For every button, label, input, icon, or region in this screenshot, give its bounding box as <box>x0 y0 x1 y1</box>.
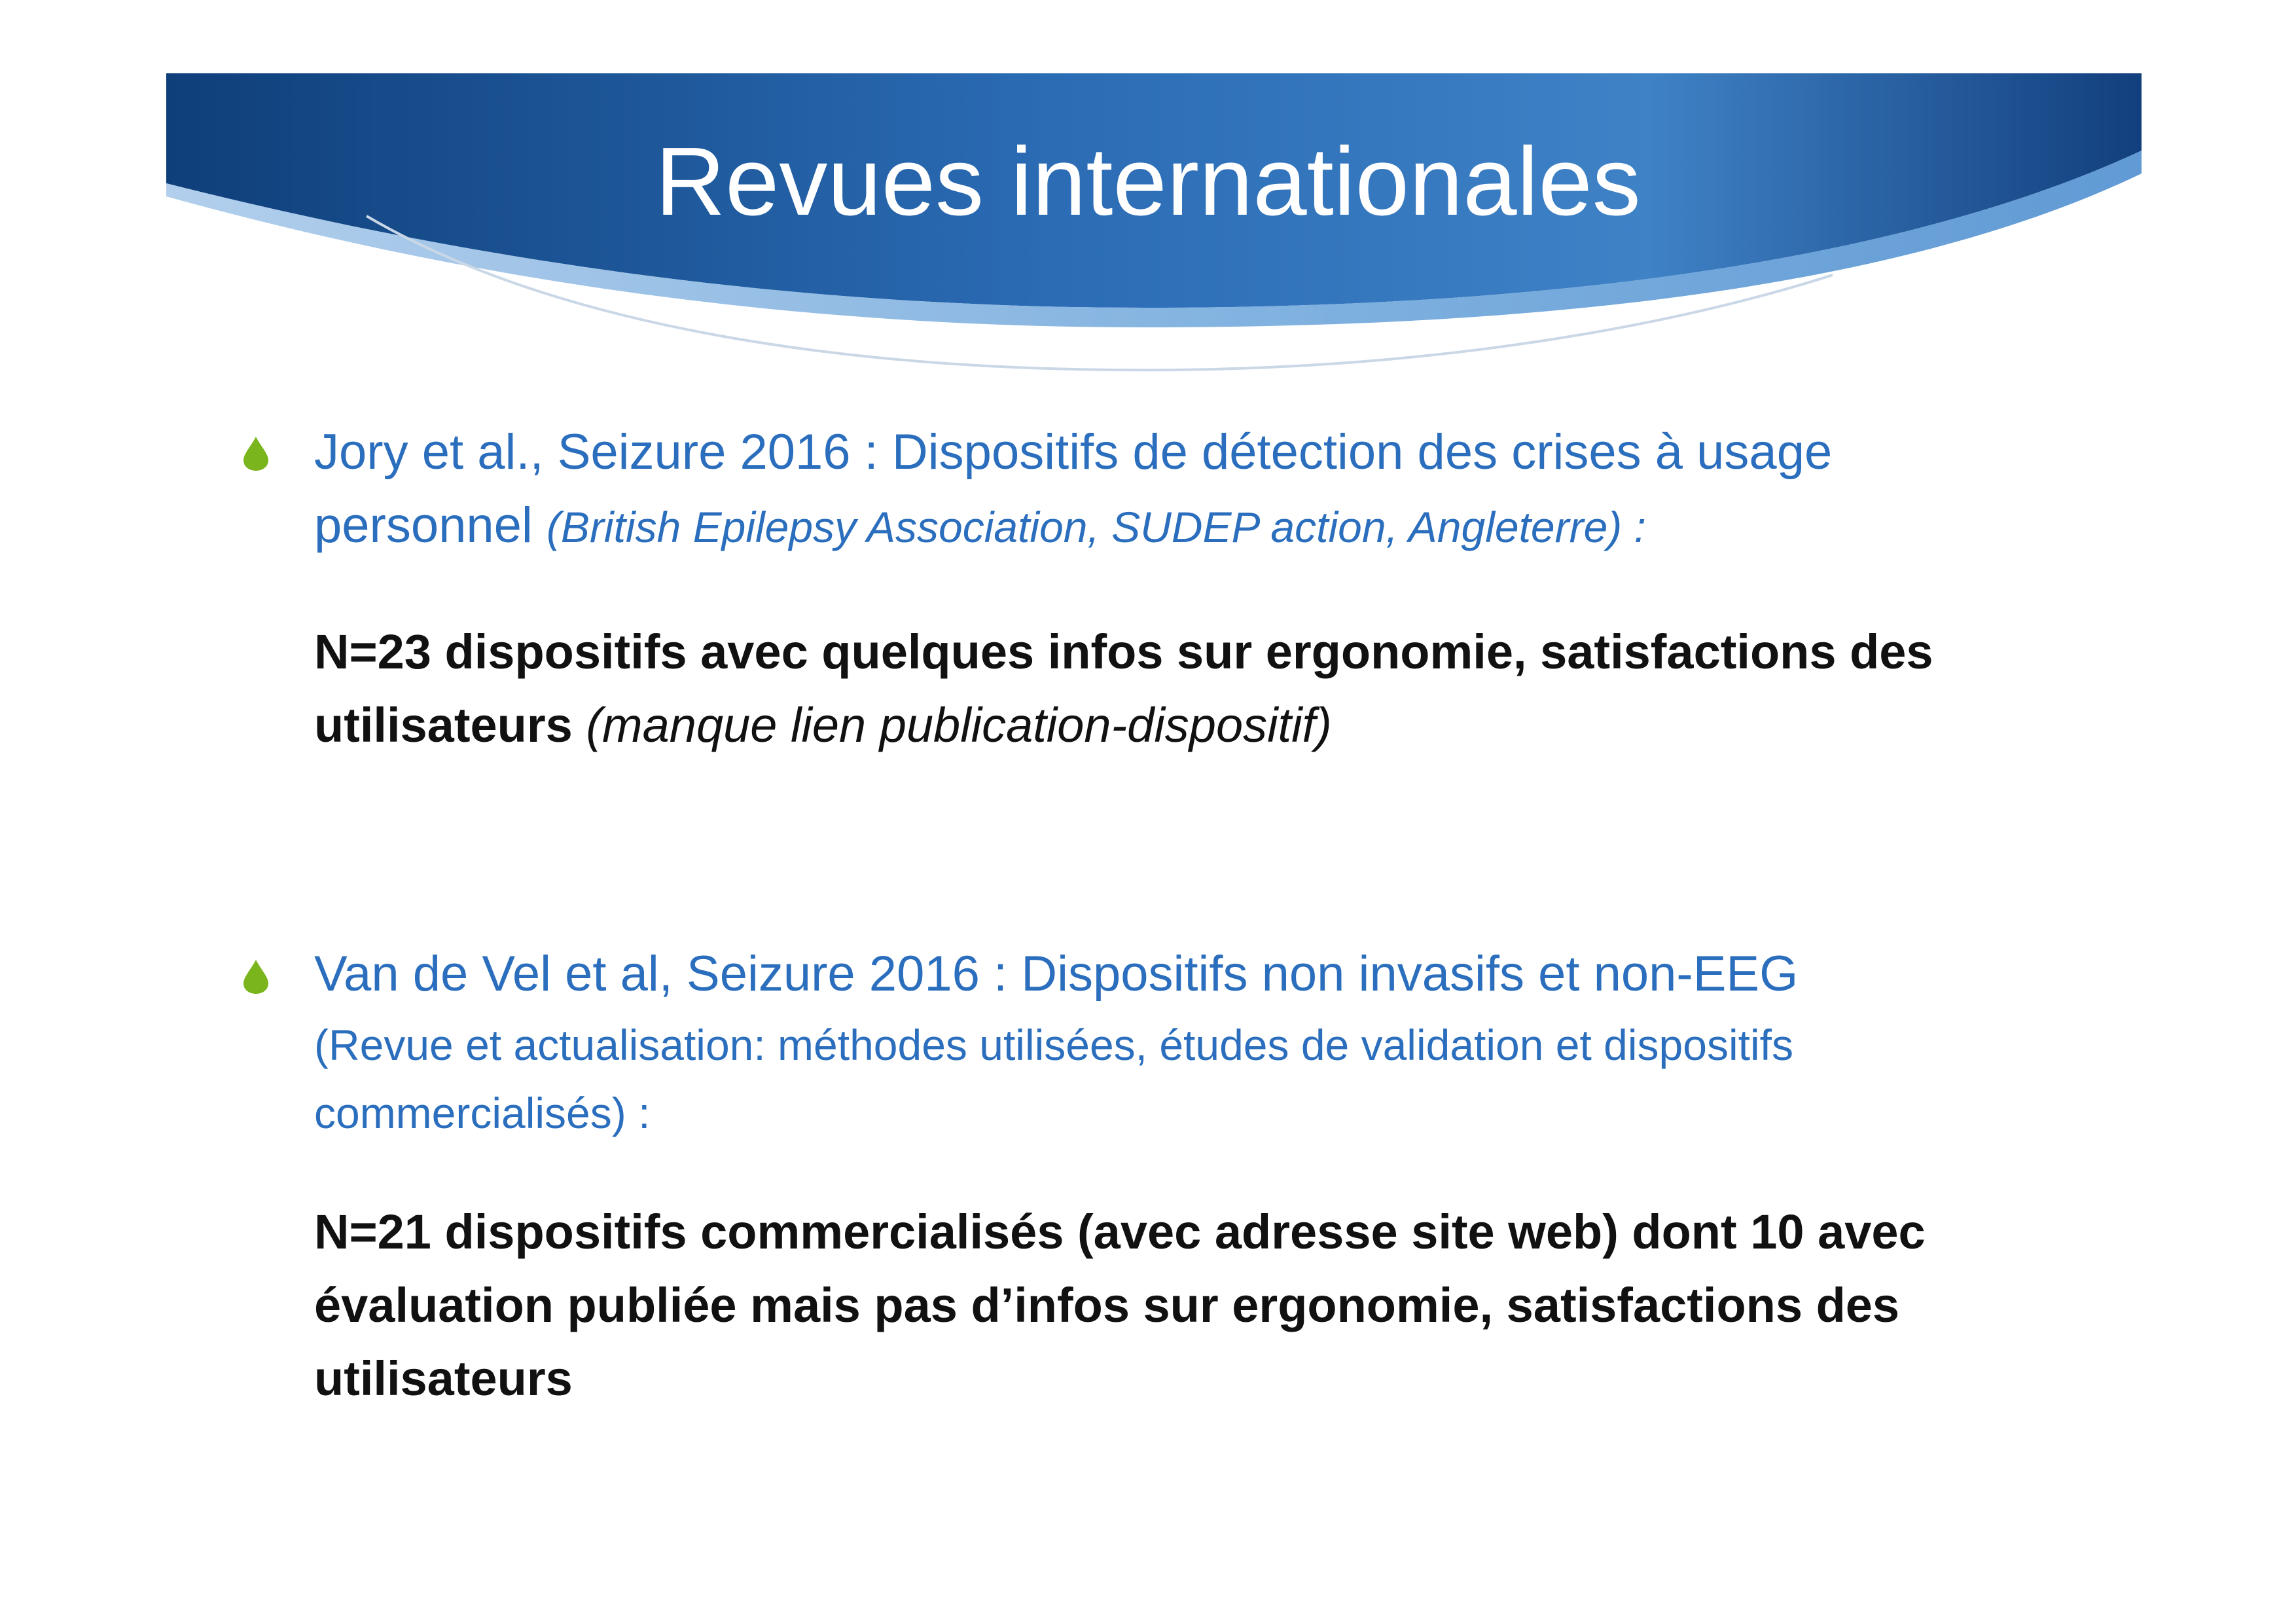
review-heading-1 <box>314 416 2016 564</box>
review-subtitle-2: (Revue et actualisation: méthodes utilisées, études de validation et dispositifs commercialisés) : <box>314 1021 1793 1137</box>
review-finding-2 <box>314 1195 2016 1415</box>
review-heading-text: Jory et al., Seizure 2016 : Dispositifs de détection des crises à usage personnel <box>314 424 1833 553</box>
droplet-bullet-icon <box>242 435 270 472</box>
finding-note: (manque lien publication-dispositif) <box>586 698 1332 752</box>
finding-text: N=23 dispositifs avec quelques infos sur ergonomie, satisfactions des utilisateurs <box>314 625 1933 752</box>
page-title: Revues internationales <box>655 128 1641 236</box>
review-finding-1 <box>314 615 2016 762</box>
review-citation: (British Epilepsy Association, SUDEP action, Angleterre) : <box>546 503 1646 551</box>
review-heading-2: Van de Vel et al, Seizure 2016 : Dispositifs non invasifs et non-EEG <box>314 946 1799 1002</box>
finding-text: N=21 dispositifs commercialisés (avec adresse site web) dont 10 avec évaluation publiée mais pas d’infos sur ergonomie, satisfactions des utilisateurs <box>314 1205 1926 1406</box>
droplet-bullet-icon <box>242 958 270 995</box>
